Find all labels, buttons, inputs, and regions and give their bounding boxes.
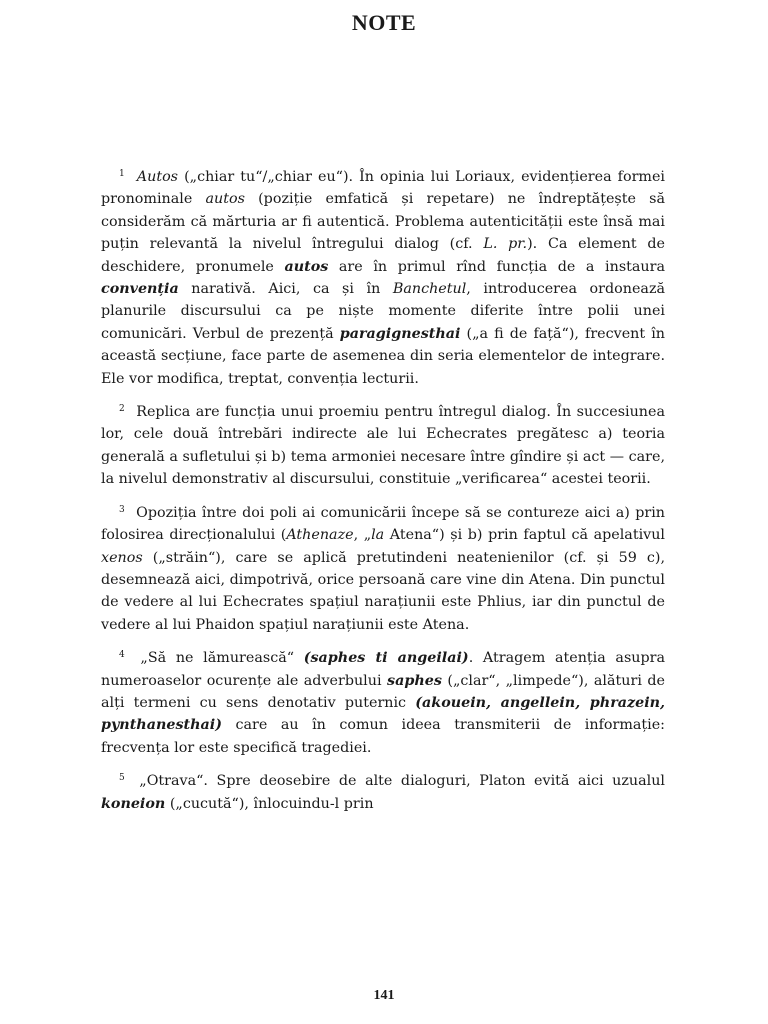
- emphasized-term: paragignesthai: [339, 325, 461, 342]
- note-text: ). Ca element de deschidere, pronumele: [101, 236, 665, 275]
- note-text: („străin“), care se aplică pretutindeni neatenienilor (cf. și 59 c), desemnează aici, dimpotrivă, orice persoană care vine din Atena. Din punctul de vedere al lui Echecrates spațiul narațiunii este Phlius, iar din punctul de vedere al lui Phaidon spațiul narațiunii este Atena.: [101, 549, 665, 633]
- note-text: („a fi de față“), frecvent în această secțiune, face parte de asemenea din seria elementelor de integrare. Ele vor modifica, treptat, convenția lecturii.: [101, 325, 665, 387]
- note-text: „Otrava“. Spre deosebire de alte dialoguri, Platon evită aici uzualul: [139, 773, 666, 790]
- note-text: Opoziția între doi poli ai comunicării începe să se contureze aici a) prin folosirea direcționalului (: [101, 504, 666, 544]
- emphasized-term: la: [371, 527, 385, 544]
- emphasized-term: convenția: [101, 281, 179, 298]
- note-text: . Atragem atenția asupra numeroaselor ocurențe ale adverbului: [101, 650, 666, 689]
- emphasized-term: (akouein, angellein, phrazein, pynthanesthai): [101, 694, 666, 734]
- emphasized-term: Athenaze: [286, 527, 354, 544]
- note-text: , „: [353, 527, 372, 544]
- note-text: narativă. Aici, ca și în: [178, 281, 393, 298]
- footnote-body: [101, 169, 665, 387]
- note-text: („chiar tu“/„chiar eu“). În opinia lui Loriaux, evidențierea formei pronominale: [101, 169, 665, 208]
- emphasized-term: (saphes ti angeilai): [303, 650, 469, 667]
- footnote-5: [101, 767, 665, 815]
- footnote-number: 3: [119, 504, 125, 515]
- footnote-3: [101, 499, 665, 636]
- page-number: 141: [373, 988, 395, 1003]
- footnote-2: [101, 398, 665, 491]
- emphasized-term: autos: [284, 258, 329, 275]
- footnote-body: [101, 505, 665, 633]
- note-text: „Să ne lămurească“: [140, 650, 304, 667]
- notes-list: [101, 163, 665, 823]
- footnote-4: [101, 644, 665, 759]
- footnote-number: 1: [119, 169, 125, 179]
- footnote-number: 2: [119, 404, 125, 415]
- note-text: (poziție emfatică și repetare) ne îndreptățește să considerăm că mărturia ar fi autentică. Problema autenticității este însă mai puțin relevantă la nivelul întregului dialog (cf.: [101, 191, 665, 253]
- emphasized-term: autos: [205, 191, 245, 208]
- footnote-number: 5: [119, 773, 125, 784]
- emphasized-term: koneion: [101, 795, 166, 812]
- footnote-body: [101, 773, 665, 811]
- emphasized-term: L. pr.: [483, 236, 528, 253]
- note-text: („cucută“), înlocuindu-l prin: [165, 795, 374, 812]
- note-text: care au în comun ideea transmiterii de informație: frecvența lor este specifică tragediei.: [101, 717, 665, 756]
- emphasized-term: saphes: [387, 672, 442, 689]
- footnote-number: 4: [119, 650, 125, 661]
- footnote-body: [101, 404, 665, 487]
- note-text: („clar“, „limpede“), alături de alți termeni cu sens denotativ puternic: [101, 672, 665, 711]
- note-text: Atena“) și b) prin faptul că apelativul: [384, 527, 665, 544]
- footnote-body: [101, 650, 665, 756]
- emphasized-term: xenos: [101, 549, 143, 566]
- page-title: NOTE: [351, 10, 417, 35]
- note-text: , introducerea ordonează planurile discursului ca pe niște momente diferite între polii unei comunicări. Verbul de prezență: [101, 281, 666, 342]
- footnote-1: [101, 163, 665, 390]
- emphasized-term: Autos: [136, 169, 179, 185]
- note-text: Replica are funcția unui proemiu pentru întregul dialog. În succesiunea lor, cele două întrebări indirecte ale lui Echecrates pregătesc a) teoria generală a sufletului și b) tema armoniei necesare între gîndire și act — care, la nivelul demonstrativ al discursului, constituie „verificarea“ acestei teorii.: [101, 404, 666, 488]
- emphasized-term: Banchetul: [392, 281, 467, 298]
- note-text: are în primul rînd funcția de a instaura: [328, 258, 665, 275]
